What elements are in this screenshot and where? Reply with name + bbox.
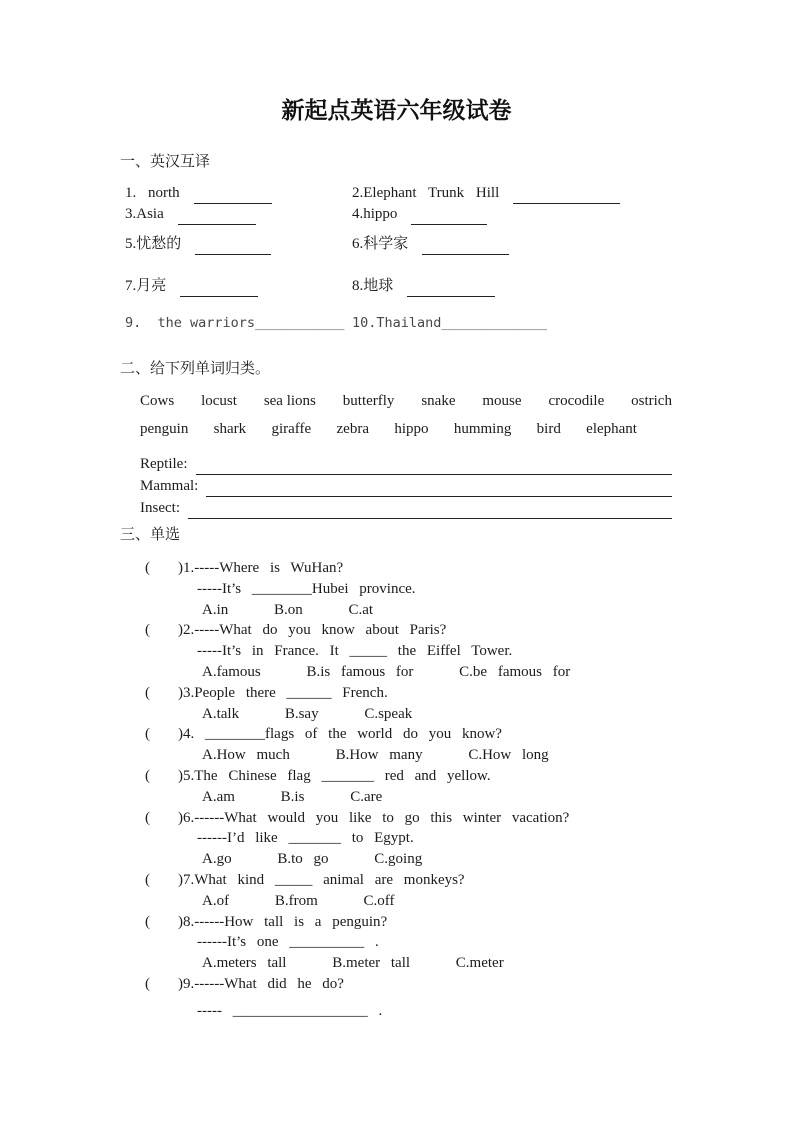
category-fill-line	[196, 457, 673, 475]
question-line	[145, 558, 793, 579]
question-reply: ----- __________________ .	[197, 1002, 383, 1019]
option-label: B.from	[274, 892, 318, 909]
options-row	[202, 600, 793, 621]
word-item: mouse	[482, 393, 522, 409]
translation-item-10	[352, 313, 547, 334]
option-label: B.How many	[335, 747, 423, 764]
question-text: )3.People there ______ French.	[178, 684, 388, 701]
option-label: C.are	[350, 788, 383, 805]
option-label: A.How much	[202, 747, 290, 764]
question-line	[145, 912, 793, 933]
option-label: B.is famous for	[306, 663, 414, 680]
translation-row	[125, 204, 793, 225]
translation-item-6	[352, 234, 509, 255]
answer-blank	[407, 280, 495, 297]
question-reply: ------I’d like _______ to Egypt.	[197, 830, 414, 847]
question-block-5	[145, 766, 793, 808]
question-line	[145, 683, 793, 704]
question-block-3	[145, 683, 793, 725]
option-label: C.speak	[364, 705, 413, 722]
options-row	[202, 849, 793, 870]
word-item: Cows	[140, 393, 175, 409]
question-line	[145, 724, 793, 745]
item-label: 1. north	[125, 185, 180, 201]
question-line	[145, 766, 793, 787]
word-bank-row-2	[140, 419, 637, 440]
answer-paren: (	[145, 684, 150, 701]
question-text: )8.------How tall is a penguin?	[178, 913, 388, 930]
category-fill-line	[188, 501, 672, 519]
options-row	[202, 704, 793, 725]
translation-item-9	[125, 313, 352, 334]
translation-row	[125, 313, 793, 334]
item-label: 9. the warriors___________	[125, 315, 345, 331]
item-label: 8.地球	[352, 278, 394, 294]
translation-item-7	[125, 276, 352, 297]
question-line	[145, 808, 793, 829]
options-row	[202, 953, 793, 974]
word-item: locust	[201, 393, 237, 409]
answer-blank	[180, 280, 258, 297]
item-label: 5.忧愁的	[125, 236, 182, 252]
word-item: shark	[213, 421, 247, 437]
question-text: )1.-----Where is WuHan?	[178, 560, 344, 576]
exam-title: 新起点英语六年级试卷	[281, 97, 512, 123]
word-item: hippo	[394, 421, 429, 437]
option-label: C.at	[348, 601, 374, 618]
answer-blank	[411, 208, 487, 225]
question-text: )9.------What did he do?	[178, 975, 344, 992]
question-text: )2.-----What do you know about Paris?	[178, 622, 447, 639]
option-label: A.meters tall	[202, 955, 287, 972]
answer-blank	[194, 187, 272, 204]
word-item: elephant	[586, 421, 637, 437]
question-block-8	[145, 912, 793, 974]
options-row	[202, 745, 793, 766]
option-label: A.in	[202, 601, 229, 618]
word-item: penguin	[140, 421, 189, 437]
option-label: B.on	[274, 601, 303, 618]
word-item: zebra	[336, 421, 369, 437]
option-label: C.off	[363, 892, 395, 909]
answer-paren: (	[145, 975, 150, 992]
category-row-mammal	[140, 475, 672, 497]
category-label: Reptile:	[140, 456, 188, 472]
word-bank-row-1	[140, 391, 672, 412]
answer-paren: (	[145, 726, 150, 743]
option-label: A.go	[202, 851, 232, 868]
word-item: butterfly	[342, 393, 395, 409]
answer-paren: (	[145, 622, 150, 639]
answer-paren: (	[145, 913, 150, 930]
translation-row	[125, 234, 793, 255]
item-label: 3.Asia	[125, 206, 164, 222]
translation-item-3	[125, 204, 352, 225]
option-label: C.going	[374, 851, 423, 868]
question-block-4	[145, 724, 793, 766]
item-label: 7.月亮	[125, 278, 167, 294]
question-block-6	[145, 808, 793, 870]
option-label: C.be famous for	[459, 663, 571, 680]
answer-blank	[422, 238, 509, 255]
section-1-heading: 一、英汉互译	[120, 154, 211, 170]
options-row	[202, 787, 793, 808]
item-label: 10.Thailand_____________	[352, 315, 548, 331]
multiple-choice-list	[0, 558, 793, 1022]
category-fill-line	[206, 479, 672, 497]
option-label: A.famous	[202, 663, 261, 680]
question-reply: -----It’s in France. It _____ the Eiffel Tower.	[197, 643, 513, 660]
question-text: )6.------What would you like to go this winter vacation?	[178, 809, 570, 826]
word-item: bird	[536, 421, 561, 437]
option-label: A.am	[202, 788, 235, 805]
question-line	[145, 870, 793, 891]
item-label: 6.科学家	[352, 236, 409, 252]
answer-blank	[195, 238, 271, 255]
option-label: A.of	[202, 892, 230, 909]
option-label: C.How long	[468, 747, 549, 764]
translation-item-5	[125, 234, 352, 255]
word-item: crocodile	[548, 393, 605, 409]
translation-item-2	[352, 183, 620, 204]
option-label: B.say	[284, 705, 319, 722]
item-label: 2.Elephant Trunk Hill	[352, 185, 500, 201]
category-label: Mammal:	[140, 478, 199, 494]
translation-row	[125, 276, 793, 297]
option-label: C.meter	[455, 955, 504, 972]
answer-blank	[178, 208, 256, 225]
option-label: B.meter tall	[332, 955, 411, 972]
question-block-9	[145, 974, 793, 1022]
word-item: humming	[453, 421, 512, 437]
section-2-heading: 二、给下列单词归类。	[120, 361, 271, 377]
option-label: B.is	[280, 788, 305, 805]
category-row-reptile	[140, 453, 672, 475]
option-label: A.talk	[202, 705, 240, 722]
word-item: sea lions	[263, 393, 316, 409]
translation-item-8	[352, 276, 495, 297]
translation-item-4	[352, 204, 487, 225]
options-row	[202, 662, 793, 683]
question-text: )7.What kind _____ animal are monkeys?	[178, 871, 465, 888]
word-item: ostrich	[631, 393, 672, 409]
answer-paren: (	[145, 871, 150, 888]
answer-blank	[513, 187, 620, 204]
category-label: Insect:	[140, 500, 180, 516]
item-label: 4.hippo	[352, 206, 398, 222]
question-block-2	[145, 620, 793, 682]
option-label: B.to go	[277, 851, 329, 868]
question-reply: -----It’s ________Hubei province.	[197, 580, 416, 597]
word-item: giraffe	[271, 421, 312, 437]
word-item: snake	[421, 393, 456, 409]
section-3-heading: 三、单选	[120, 527, 181, 543]
question-block-1	[145, 558, 793, 620]
answer-paren: (	[145, 767, 150, 784]
question-block-7	[145, 870, 793, 912]
question-text: )4. ________flags of the world do you know?	[178, 726, 502, 743]
question-text: )5.The Chinese flag _______ red and yellow.	[178, 767, 491, 784]
answer-paren: (	[145, 809, 150, 826]
category-row-insect	[140, 497, 672, 519]
translation-row	[125, 183, 793, 204]
answer-paren: (	[145, 560, 150, 576]
question-line	[145, 974, 793, 995]
question-reply: ------It’s one __________ .	[197, 934, 379, 951]
translation-item-1	[125, 183, 352, 204]
question-line	[145, 620, 793, 641]
options-row	[202, 891, 793, 912]
